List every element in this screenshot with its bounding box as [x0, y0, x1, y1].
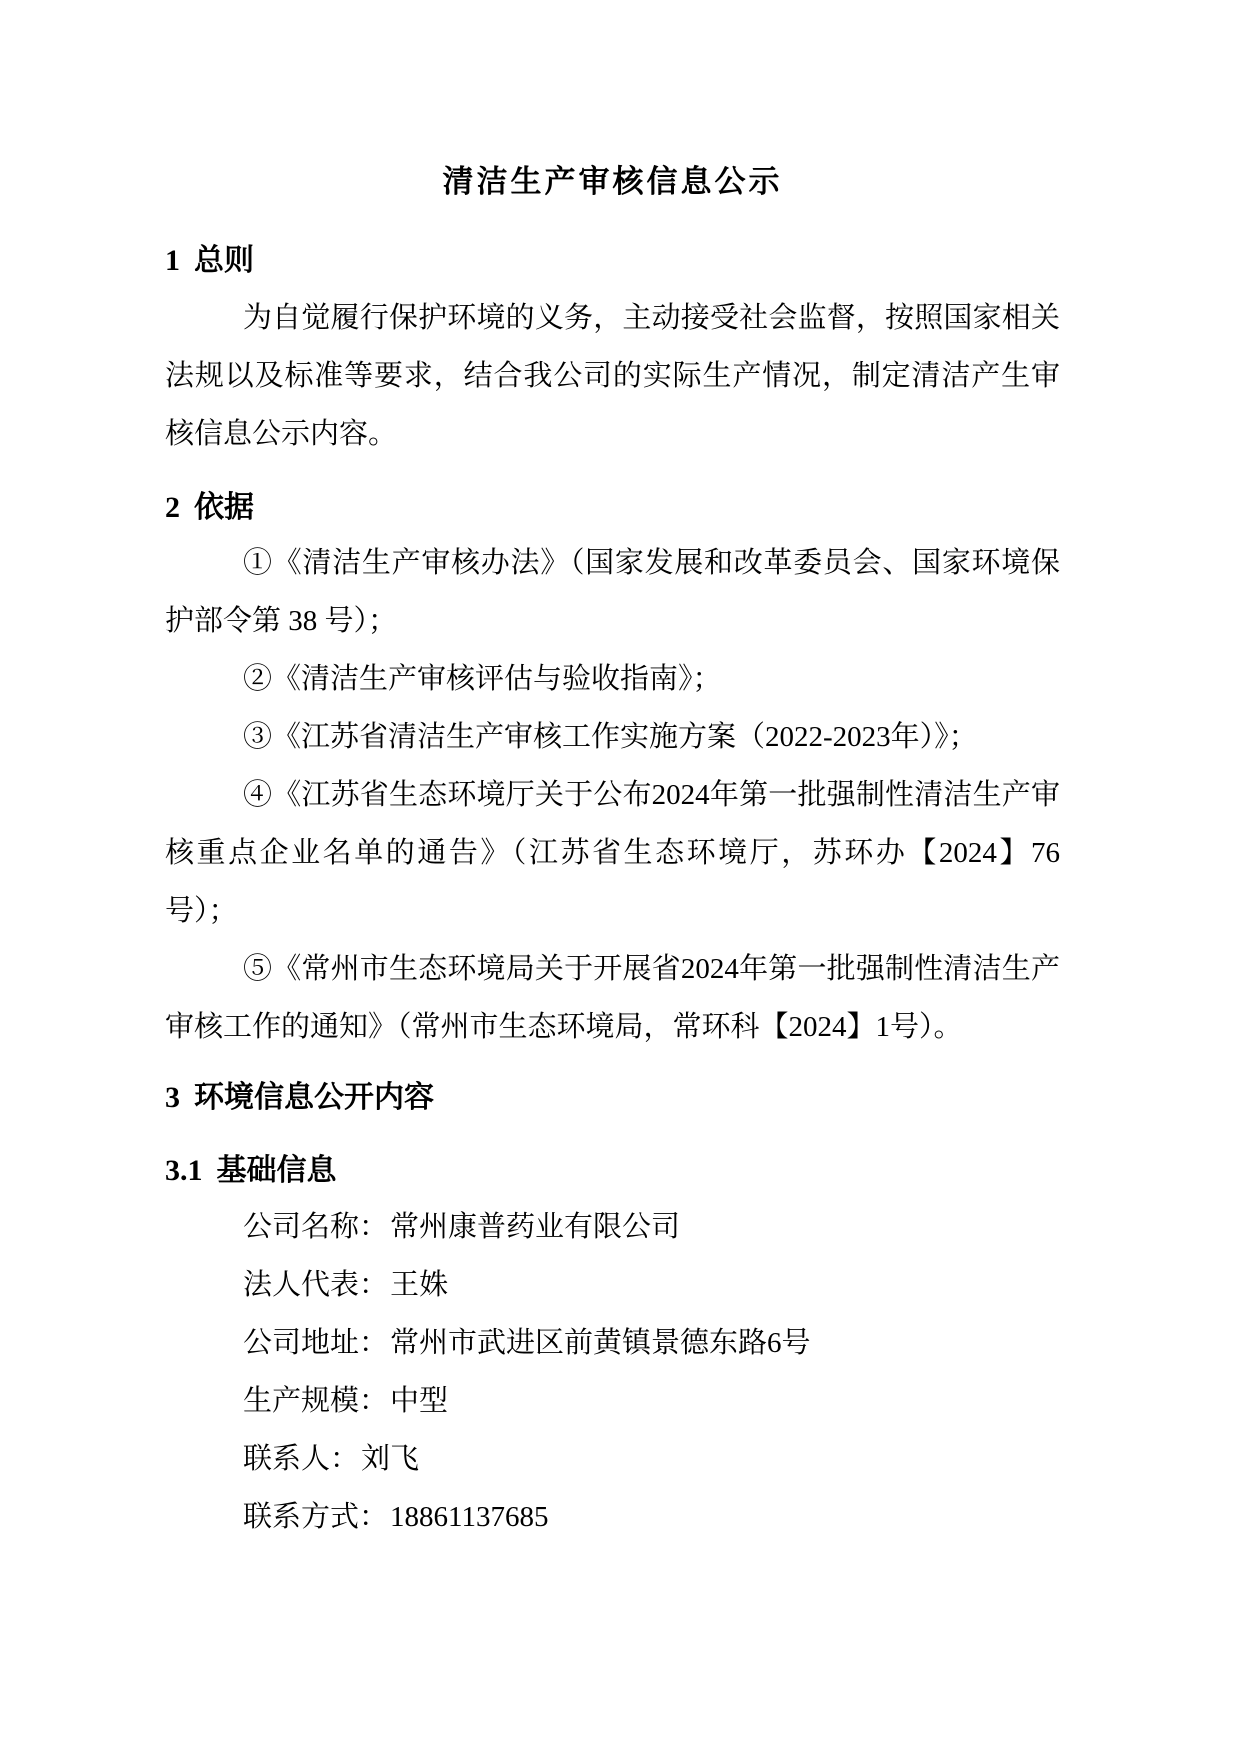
basis-item: ③《江苏省清洁生产审核工作实施方案（2022-2023年）》；	[243, 721, 978, 753]
section-general-number: 1	[165, 244, 180, 277]
field-separator: ：	[330, 1443, 360, 1475]
field-label: 法人代表	[243, 1269, 360, 1301]
field-value: 刘飞	[361, 1443, 420, 1475]
doc-title: 清洁生产审核信息公示	[442, 164, 783, 199]
field-label: 生产规模	[243, 1385, 360, 1417]
section-disclosure-number: 3	[165, 1081, 180, 1114]
field-value: 18861137685	[390, 1501, 549, 1533]
field-row-company-address	[165, 1314, 1060, 1372]
section-basis-label: 依据	[194, 491, 254, 524]
section-general-heading	[165, 239, 1060, 283]
field-separator: ：	[359, 1385, 389, 1417]
basis-item: ①《清洁生产审核办法》（国家发展和改革委员会、国家环境保护部令第 38 号）；	[165, 547, 1060, 637]
field-label: 联系方式	[243, 1501, 360, 1533]
field-row-contact-person	[165, 1430, 1060, 1488]
field-separator: ：	[359, 1269, 389, 1301]
field-separator: ：	[359, 1501, 389, 1533]
section-disclosure-label: 环境信息公开内容	[194, 1081, 434, 1114]
field-value: 常州康普药业有限公司	[390, 1211, 681, 1243]
section-general-label: 总则	[194, 244, 254, 277]
subsection-basic-info-number: 3.1	[165, 1154, 203, 1187]
section-basis-number: 2	[165, 491, 180, 524]
field-row-production-scale	[165, 1372, 1060, 1430]
basis-item: ④《江苏省生态环境厅关于公布2024年第一批强制性清洁生产审核重点企业名单的通告》（江苏省生态环境厅，苏环办【2024】76号）；	[165, 779, 1060, 927]
basis-item: ②《清洁生产审核评估与验收指南》；	[243, 663, 722, 695]
field-label: 联系人	[243, 1443, 331, 1475]
field-separator: ：	[359, 1211, 389, 1243]
section-disclosure-heading	[165, 1076, 1060, 1120]
field-row-contact-phone	[165, 1488, 1060, 1546]
field-value: 王姝	[390, 1269, 449, 1301]
field-label: 公司名称	[243, 1211, 360, 1243]
basic-info-field-list	[165, 1198, 1060, 1546]
subsection-basic-info-heading	[165, 1149, 1060, 1193]
field-row-company-name	[165, 1198, 1060, 1256]
section-basis-heading	[165, 486, 1060, 530]
subsection-basic-info-label: 基础信息	[216, 1154, 337, 1187]
basis-item-list	[165, 534, 1060, 1056]
field-value: 常州市武进区前黄镇景德东路6号	[390, 1327, 811, 1359]
basis-item: ⑤《常州市生态环境局关于开展省2024年第一批强制性清洁生产审核工作的通知》（常州市生态环境局，常环科【2024】1号）。	[165, 953, 1060, 1043]
field-value: 中型	[390, 1385, 449, 1417]
field-separator: ：	[359, 1327, 389, 1359]
field-row-legal-representative	[165, 1256, 1060, 1314]
paragraph-general: 为自觉履行保护环境的义务，主动接受社会监督，按照国家相关法规以及标准等要求，结合我公司的实际生产情况，制定清洁产生审核信息公示内容。	[165, 302, 1060, 450]
field-label: 公司地址	[243, 1327, 360, 1359]
